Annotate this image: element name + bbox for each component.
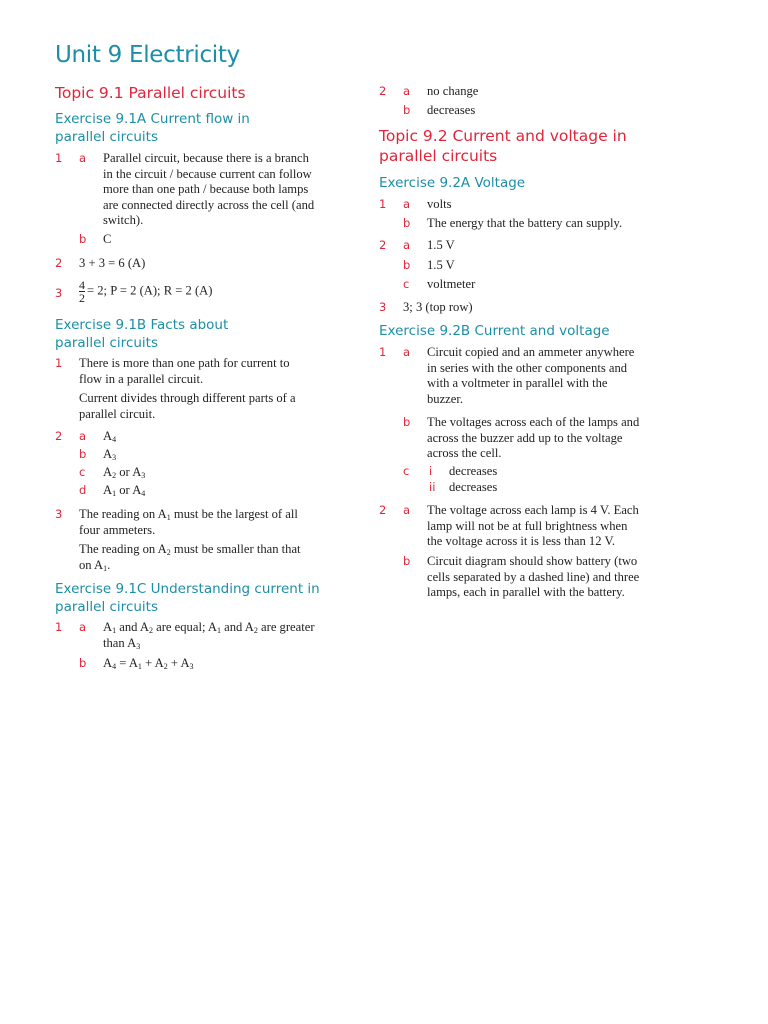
subscript: 2 xyxy=(166,548,171,557)
answer-line: Current divides through different parts of a xyxy=(79,391,296,405)
fraction-numerator: 4 xyxy=(79,278,85,292)
answer-9-1a-2 xyxy=(55,256,360,272)
answer-text: decreases xyxy=(449,480,498,494)
subscript: 1 xyxy=(137,662,142,671)
part-letter: a xyxy=(403,238,411,252)
answer-line: Circuit copied and an ammeter anywhere xyxy=(427,345,635,359)
answer-text xyxy=(103,620,360,651)
part-letter: a xyxy=(79,620,87,634)
exercise-9-2b-heading: Exercise 9.2B Current and voltage xyxy=(379,323,610,339)
answer-part-a xyxy=(379,197,679,216)
answer-line: The voltages across each of the lamps and xyxy=(427,415,640,429)
answer-part-a xyxy=(379,84,679,103)
text-run: The reading on A xyxy=(79,507,167,521)
answer-line: in the circuit / because current can follow xyxy=(103,166,312,181)
answer-text: 3 + 3 = 6 (A) xyxy=(79,256,146,270)
question-number: 2 xyxy=(379,84,387,98)
answer-line: There is more than one path for current to xyxy=(79,356,290,370)
answer-line: across the cell. xyxy=(427,446,502,460)
topic-heading-line: parallel circuits xyxy=(379,147,498,165)
subscript: 4 xyxy=(112,662,117,671)
answer-9-1b-1 xyxy=(55,356,360,422)
subscript: 2 xyxy=(163,662,168,671)
exercise-heading-line: parallel circuits xyxy=(55,129,158,145)
answer-text xyxy=(79,279,360,304)
answer-line: lamps, each in parallel with the battery. xyxy=(427,585,625,599)
topic-heading-line: Topic 9.2 Current and voltage in xyxy=(379,127,627,145)
exercise-heading-line: Exercise 9.1B Facts about xyxy=(55,317,229,333)
question-number: 2 xyxy=(55,256,63,270)
answer-text xyxy=(427,554,679,601)
subscript: 3 xyxy=(189,662,194,671)
answer-text: C xyxy=(103,232,112,246)
part-letter: a xyxy=(403,197,411,211)
answer-line: parallel circuit. xyxy=(79,406,156,421)
answer-part-d xyxy=(55,483,360,501)
question-number: 1 xyxy=(55,356,63,370)
text-run: must be the largest of all xyxy=(170,507,298,521)
answer-9-2b-1 xyxy=(379,345,679,407)
answer-part-a xyxy=(55,429,360,447)
subscript: 1 xyxy=(112,626,117,635)
part-letter: b xyxy=(403,216,411,230)
exercise-heading-line: parallel circuits xyxy=(55,335,158,351)
fraction-denominator: 2 xyxy=(79,291,85,305)
part-letter: d xyxy=(79,483,87,497)
exercise-heading-line: parallel circuits xyxy=(55,599,158,615)
answer-part-b xyxy=(379,216,679,235)
answer-line: cells separated by a dashed line) and three xyxy=(427,569,640,584)
subscript: 4 xyxy=(141,489,146,498)
part-letter: b xyxy=(403,554,411,568)
answer-line: Parallel circuit, because there is a branch xyxy=(103,151,309,165)
answer-9-1c-2 xyxy=(379,84,679,122)
topic-9-1-heading: Topic 9.1 Parallel circuits xyxy=(55,84,246,102)
answer-line xyxy=(103,620,360,636)
exercise-heading-line: Exercise 9.1C Understanding current in xyxy=(55,581,320,597)
text-run: The reading on A xyxy=(79,542,167,556)
answer-9-1a-3 xyxy=(55,279,360,304)
question-number: 1 xyxy=(55,151,63,165)
part-letter: c xyxy=(79,465,86,479)
answer-part-b xyxy=(379,258,679,278)
text-run: = A xyxy=(116,656,138,670)
answer-part-c xyxy=(55,465,360,483)
ammeter-label: or A xyxy=(116,465,142,479)
text-run: and A xyxy=(221,620,254,634)
text-run: than A xyxy=(103,635,137,650)
part-letter: a xyxy=(403,345,411,359)
answer-line: The voltage across each lamp is 4 V. Each xyxy=(427,503,639,517)
answer-text xyxy=(103,656,360,672)
answer-text: 1.5 V xyxy=(427,257,455,272)
text-run: A xyxy=(103,620,113,634)
answer-9-1c-1 xyxy=(55,620,360,651)
topic-9-2-heading xyxy=(379,126,679,166)
answer-text: volts xyxy=(427,197,452,211)
question-number: 1 xyxy=(379,197,387,211)
answer-line xyxy=(79,507,360,523)
answer-9-2a-1 xyxy=(379,197,679,235)
ammeter-label: A xyxy=(103,429,113,443)
answer-text: 3; 3 (top row) xyxy=(403,300,473,314)
subscript: 1 xyxy=(166,513,171,522)
answer-9-1a-1b xyxy=(55,232,360,248)
answer-line: flow in a parallel circuit. xyxy=(79,371,204,386)
part-letter: b xyxy=(79,447,87,461)
ammeter-label: A xyxy=(103,447,113,461)
part-letter: b xyxy=(79,232,87,246)
answer-line xyxy=(103,636,360,652)
ammeter-label: A xyxy=(103,465,113,479)
subscript: 1 xyxy=(103,563,108,573)
answer-text xyxy=(79,507,360,573)
part-letter: b xyxy=(403,415,411,429)
question-number: 3 xyxy=(55,507,63,521)
answer-part-i xyxy=(379,464,679,480)
answer-text xyxy=(427,415,679,462)
answer-9-1a-1 xyxy=(55,151,360,229)
part-roman: ii xyxy=(429,480,436,494)
unit-title: Unit 9 Electricity xyxy=(55,42,240,68)
answer-line: switch). xyxy=(103,213,144,227)
ammeter-label: A xyxy=(103,483,113,497)
question-number: 2 xyxy=(55,429,63,443)
answer-text xyxy=(427,503,679,550)
subscript: 4 xyxy=(112,435,117,444)
answer-9-2b-1b xyxy=(379,415,679,462)
answer-9-2b-2 xyxy=(379,503,679,550)
answer-line: across the buzzer add up to the voltage xyxy=(427,430,623,445)
answer-line: are connected directly across the cell (and xyxy=(103,197,315,212)
answer-text: The energy that the battery can supply. xyxy=(427,216,623,230)
part-letter: c xyxy=(403,464,410,478)
answer-line xyxy=(79,542,360,558)
subscript: 3 xyxy=(112,453,117,462)
answer-part-b xyxy=(55,447,360,465)
subscript: 1 xyxy=(217,626,221,635)
ammeter-label: or A xyxy=(116,483,142,497)
text-run: + A xyxy=(167,656,190,670)
answer-9-1b-2 xyxy=(55,429,360,501)
answer-9-1b-3 xyxy=(55,507,360,573)
answer-line: lamp will not be at full brightness when xyxy=(427,518,628,533)
exercise-9-1b-heading xyxy=(55,316,360,352)
answer-text: voltmeter xyxy=(427,277,476,291)
subscript: 2 xyxy=(112,471,117,480)
text-run: . xyxy=(107,557,111,572)
subscript: 2 xyxy=(149,626,153,635)
part-roman: i xyxy=(429,464,433,478)
answer-part-c xyxy=(379,277,679,297)
exercise-9-1c-heading xyxy=(55,580,360,616)
exercise-9-1a-heading xyxy=(55,110,360,146)
answer-9-2b-2b xyxy=(379,554,679,601)
part-letter: b xyxy=(403,103,411,117)
exercise-9-2a-heading: Exercise 9.2A Voltage xyxy=(379,175,526,191)
answer-9-2b-1c xyxy=(379,464,679,496)
answer-9-2a-2 xyxy=(379,238,679,297)
fraction-result: = 2; P = 2 (A); R = 2 (A) xyxy=(87,283,213,298)
part-letter: c xyxy=(403,277,410,291)
question-number: 1 xyxy=(379,345,387,359)
text-run: on A xyxy=(79,557,104,572)
answer-part-a xyxy=(379,238,679,258)
answer-text xyxy=(427,345,679,407)
exercise-heading-line: Exercise 9.1A Current flow in xyxy=(55,111,250,127)
text-run: + A xyxy=(141,656,164,670)
answer-part-b xyxy=(379,103,679,122)
answer-line: in series with the other components and xyxy=(427,360,628,375)
fraction xyxy=(79,279,85,304)
answer-text xyxy=(79,356,360,422)
answer-line: the voltage across it is less than 12 V. xyxy=(427,534,616,548)
answer-line xyxy=(79,558,360,574)
question-number: 3 xyxy=(55,286,63,300)
answer-line: four ammeters. xyxy=(79,522,156,537)
answer-text: decreases xyxy=(427,103,476,117)
answer-line: more than one path / because both lamps xyxy=(103,182,309,196)
answer-9-1c-1b xyxy=(55,656,360,672)
answer-9-2a-3 xyxy=(379,300,679,316)
question-number: 1 xyxy=(55,620,63,634)
text-run: A xyxy=(103,656,113,670)
part-letter: b xyxy=(79,656,87,670)
subscript: 1 xyxy=(112,489,117,498)
text-run: are greater xyxy=(257,620,315,634)
answer-line: with a voltmeter in parallel with the xyxy=(427,376,608,390)
subscript: 3 xyxy=(136,641,141,651)
answer-text: no change xyxy=(427,84,479,98)
answer-part-ii xyxy=(379,480,679,496)
part-letter: a xyxy=(79,429,87,443)
subscript: 3 xyxy=(141,471,146,480)
part-letter: a xyxy=(403,84,411,98)
question-number: 2 xyxy=(379,238,387,252)
part-letter: b xyxy=(403,257,411,272)
answer-text: decreases xyxy=(449,464,498,478)
answer-line: buzzer. xyxy=(427,391,464,406)
question-number: 2 xyxy=(379,503,387,517)
text-run: are equal; A xyxy=(153,620,217,634)
answer-line: Circuit diagram should show battery (two xyxy=(427,554,638,568)
part-letter: a xyxy=(79,151,87,165)
question-number: 3 xyxy=(379,300,387,314)
text-run: and A xyxy=(116,620,149,634)
answer-text xyxy=(103,151,360,229)
subscript: 2 xyxy=(253,626,258,635)
answer-text: 1.5 V xyxy=(427,238,455,252)
part-letter: a xyxy=(403,503,411,517)
text-run: must be smaller than that xyxy=(170,542,301,556)
